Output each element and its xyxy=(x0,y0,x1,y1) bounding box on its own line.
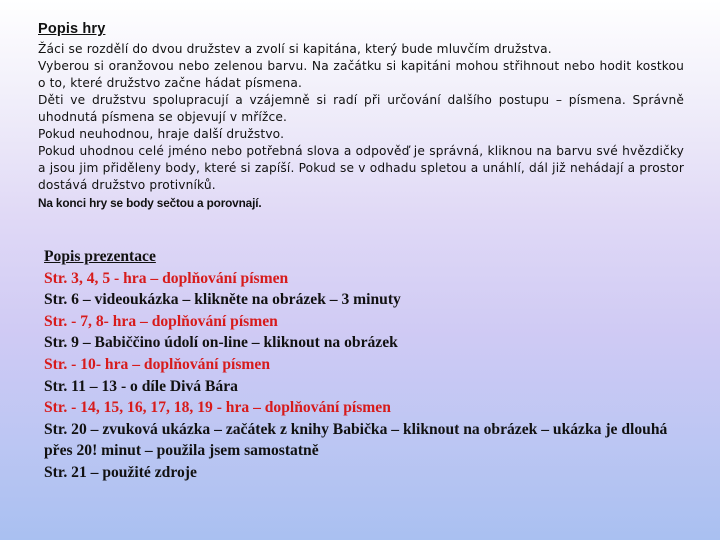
rules-paragraph: Děti ve družstvu spolupracují a vzájemně si radí při určování dalšího postupu – písmena. Správně uhodnutá písmena se objevují v mřížce. xyxy=(38,93,684,124)
presentation-line: Str. 21 – použité zdroje xyxy=(44,463,197,481)
rules-final-note: Na konci hry se body sečtou a porovnají. xyxy=(38,196,262,210)
rules-paragraph: Pokud uhodnou celé jméno nebo potřebná slova a odpověď je správná, kliknou na barvu své hvězdičky a jsou jim přiděleny body, které si zapíší. Pokud se v odhadu spletou a unáhlí, dál již nehádají a prostor dostává družstvo protivníků. xyxy=(38,144,684,192)
presentation-line: Str. - 10- hra – doplňování písmen xyxy=(44,355,271,373)
presentation-line: Str. 20 – zvuková ukázka – začátek z knihy Babička – kliknout na obrázek – ukázka je dlouhá přes 20! minut – použila jsem samostatně xyxy=(44,420,668,460)
presentation-line: Str. 9 – Babiččino údolí on-line – kliknout na obrázek xyxy=(44,334,398,352)
presentation-description xyxy=(44,246,684,484)
game-description-title: Popis hry xyxy=(38,21,106,37)
presentation-line: Str. 6 – videoukázka – klikněte na obrázek – 3 minuty xyxy=(44,291,401,309)
presentation-line: Str. - 7, 8- hra – doplňování písmen xyxy=(44,312,278,330)
presentation-line: Str. 3, 4, 5 - hra – doplňování písmen xyxy=(44,269,289,287)
presentation-line: Str. 11 – 13 - o díle Divá Bára xyxy=(44,377,238,395)
presentation-line: Str. - 14, 15, 16, 17, 18, 19 - hra – doplňování písmen xyxy=(44,399,391,417)
rules-paragraph: Vyberou si oranžovou nebo zelenou barvu. Na začátku si kapitáni mohou střihnout nebo hodit kostkou o to, které družstvo začne hádat písmena. xyxy=(38,59,684,90)
presentation-description-title: Popis prezentace xyxy=(44,248,156,265)
rules-paragraph: Pokud neuhodnou, hraje další družstvo. xyxy=(38,127,285,141)
rules-paragraph: Žáci se rozdělí do dvou družstev a zvolí si kapitána, který bude mluvčím družstva. xyxy=(38,42,552,56)
game-description xyxy=(38,18,684,212)
